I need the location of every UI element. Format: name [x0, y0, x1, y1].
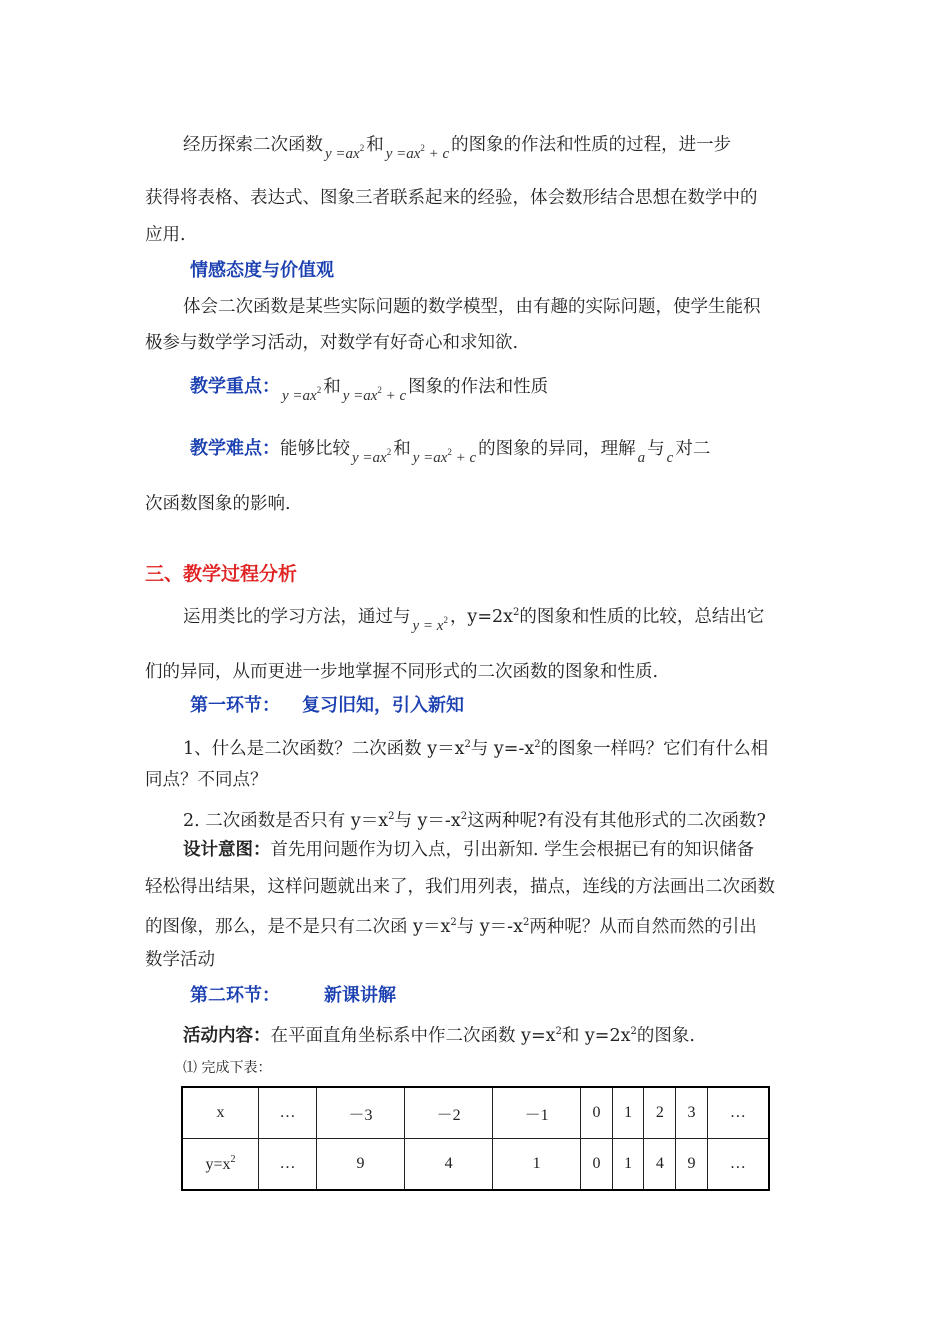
symbol-a: a — [637, 450, 646, 466]
difficulty-line-2: 次函数图象的影响. — [145, 494, 291, 514]
table-cell: … — [259, 1087, 317, 1139]
section-3-line-2: 们的异同，从而更进一步地掌握不同形式的二次函数的图象和性质. — [145, 662, 659, 682]
table-cell: －3 — [317, 1087, 405, 1139]
table-cell: … — [707, 1139, 769, 1191]
section-3-line-1 — [183, 600, 853, 634]
table-cell: x — [182, 1087, 259, 1139]
table-cell: 3 — [676, 1087, 708, 1139]
difficulty-text-a: 能够比较 — [280, 439, 350, 459]
design-intent-line-4: 数学活动 — [145, 950, 215, 970]
table-row-x — [182, 1087, 769, 1139]
intro-line-3: 应用. — [145, 225, 186, 245]
table-cell: $y=x^2$ — [182, 1139, 259, 1191]
design-intent-label: 设计意图： — [183, 840, 271, 860]
emotion-line-2: 极参与数学学习活动，对数学有好奇心和求知欲. — [145, 333, 519, 353]
formula-y-ax2: $y =ax^2$ — [282, 385, 322, 404]
difficulty-line — [190, 432, 860, 466]
stage-1-heading — [190, 694, 860, 718]
key-point-and: 和 — [323, 377, 341, 397]
key-point-label: 教学重点： — [190, 376, 280, 397]
difficulty-and: 和 — [393, 439, 411, 459]
formula-y-ax2: $y =ax^2$ — [325, 143, 365, 162]
table-cell: －1 — [493, 1087, 581, 1139]
section-3-text-b: ，y=2x — [449, 607, 513, 627]
difficulty-text-b: 的图象的异同，理解 — [478, 439, 636, 459]
difficulty-with: 与 — [647, 439, 665, 459]
emotion-heading: 情感态度与价值观 — [190, 260, 334, 281]
intro-text-b: 的图象的作法和性质的过程，进一步 — [451, 135, 732, 155]
design-intent-line-2: 轻松得出结果，这样问题就出来了，我们用列表，描点，连线的方法画出二次函数 — [145, 877, 775, 897]
table-cell: 1 — [612, 1139, 644, 1191]
question-1: 1、什么是二次函数？二次函数 $y=x^2$与 $y=-x^2$的图象一样吗？它们有什么相 — [183, 739, 769, 759]
stage-2-title: 新课讲解 — [324, 985, 396, 1006]
activity-line: 活动内容：在平面直角坐标系中作二次函数 $y=x^2$和 $y=2x^2$的图象. — [183, 1026, 695, 1046]
question-2: 2. 二次函数是否只有 $y=x^2$与 $y=-x^2$这两种呢?有没有其他形式的二次函数? — [183, 811, 766, 831]
intro-line-2: 获得将表格、表达式、图象三者联系起来的经验，体会数形结合思想在数学中的 — [145, 188, 758, 208]
table-cell: 9 — [317, 1139, 405, 1191]
superscript: 2 — [513, 607, 520, 618]
section-3-text-c: 的图象和性质的比较，总结出它 — [519, 607, 765, 627]
task-instruction: ⑴ 完成下表： — [183, 1060, 272, 1076]
formula-y-ax2-c: $y =ax^2 + c$ — [342, 385, 407, 404]
difficulty-tail: 对二 — [675, 439, 711, 459]
design-intent-line-3: 的图像，那么，是不是只有二次函 $y=x^2$与 $y=-x^2$两种呢？从而自然而然的引出 — [145, 917, 757, 937]
values-table — [181, 1086, 770, 1191]
table-cell: 2 — [644, 1087, 676, 1139]
table-row-y — [182, 1139, 769, 1191]
formula-y-ax2-c: $y =ax^2 + c$ — [412, 447, 477, 466]
symbol-c: c — [666, 450, 674, 466]
activity-label: 活动内容： — [183, 1026, 271, 1046]
stage-1-title: 复习旧知，引入新知 — [302, 695, 464, 716]
intro-text-a: 经历探索二次函数 — [183, 135, 323, 155]
formula-y-ax2-c: $y =ax^2 + c$ — [385, 143, 450, 162]
formula-y-x2: $y = x^2$ — [412, 615, 448, 634]
table-cell: 1 — [612, 1087, 644, 1139]
intro-line-1 — [183, 128, 853, 162]
formula-y-ax2: $y =ax^2$ — [352, 447, 392, 466]
table-cell: 4 — [644, 1139, 676, 1191]
stage-1-label: 第一环节： — [190, 695, 280, 716]
design-intent-line-1: 设计意图：首先用问题作为切入点，引出新知. 学生会根据已有的知识储备 — [183, 840, 755, 860]
table-cell: 0 — [581, 1087, 613, 1139]
key-point-tail: 图象的作法和性质 — [408, 377, 549, 397]
table-cell: －2 — [405, 1087, 493, 1139]
section-3-text-a: 运用类比的学习方法，通过与 — [183, 607, 411, 627]
question-1-cont: 同点？不同点？ — [145, 770, 268, 790]
emotion-line-1: 体会二次函数是某些实际问题的数学模型，由有趣的实际问题，使学生能积 — [183, 297, 761, 317]
table-cell: 9 — [676, 1139, 708, 1191]
section-3-heading: 三、教学过程分析 — [145, 563, 298, 585]
table-cell: … — [259, 1139, 317, 1191]
key-point-line — [190, 370, 860, 404]
intro-and: 和 — [366, 135, 384, 155]
stage-2-heading — [190, 984, 860, 1008]
table-cell: 4 — [405, 1139, 493, 1191]
stage-2-label: 第二环节： — [190, 985, 280, 1006]
table-cell: 1 — [493, 1139, 581, 1191]
difficulty-label: 教学难点： — [190, 438, 280, 459]
table-cell: 0 — [581, 1139, 613, 1191]
table-cell: … — [707, 1087, 769, 1139]
